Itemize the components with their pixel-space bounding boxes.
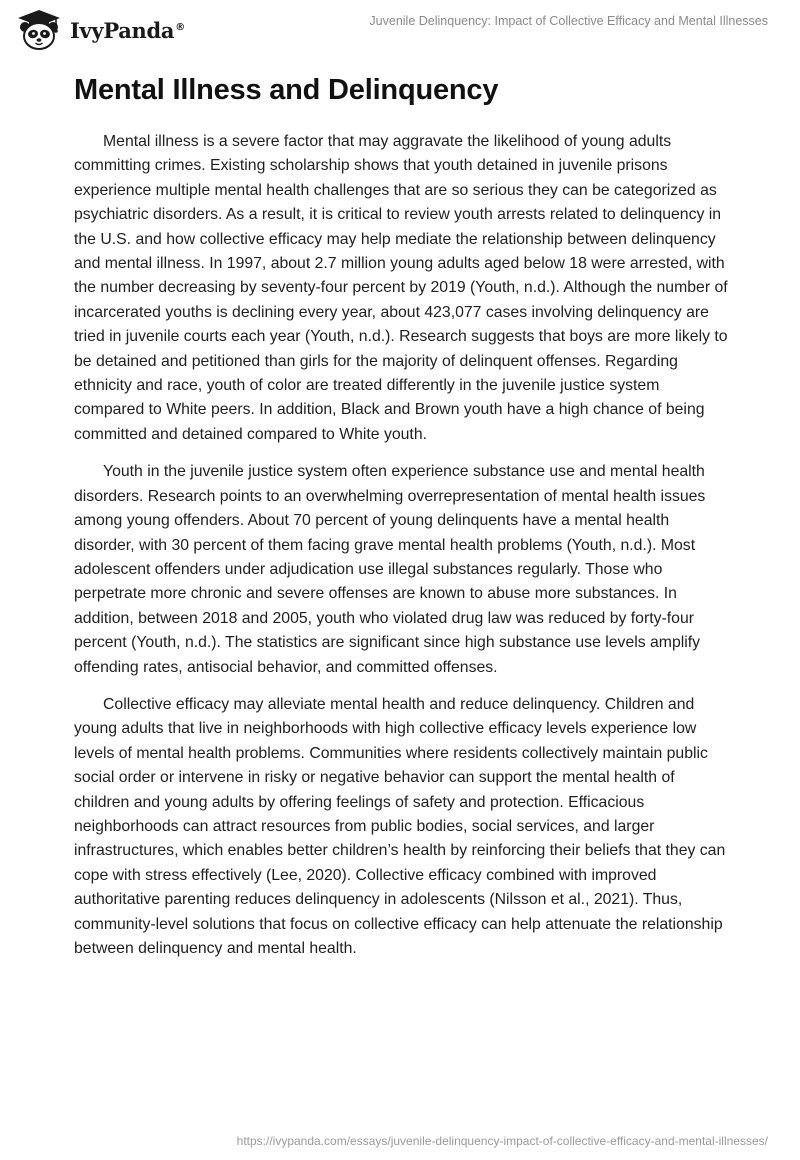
paragraph-3: Collective efficacy may alleviate mental health and reduce delinquency. Children and young adults that live in neighborhoods with high collective efficacy levels experience low levels of mental health problems. Communities where residents collectively maintain public social order or intervene in risky or negative behavior can support the mental health of children and young adults by offering feelings of safety and protection. Efficacious neighborhoods can attract resources from public bodies, social services, and larger infrastructures, which enables better children’s health by reinforcing their beliefs that they can cope with stress effectively (Lee, 2020). Collective efficacy combined with improved authoritative parenting reduces delinquency in adolescents (Nilsson et al., 2021). Thus, community-level solutions that focus on collective efficacy can help attenuate the relationship between delinquency and mental health. xyxy=(74,695,726,957)
paragraph-2: Youth in the juvenile justice system often experience substance use and mental health disorders. Research points to an overwhelming overrepresentation of mental health issues among young offenders. About 70 percent of young delinquents have a mental health disorder, with 30 percent of them facing grave mental health problems (Youth, n.d.). Most adolescent offenders under adjudication use illegal substances regularly. Those who perpetrate more chronic and severe offenses are known to abuse more substances. In addition, between 2018 and 2005, youth who violated drug law was reduced by forty-four percent (Youth, n.d.). The statistics are significant since high substance use levels amplify offending rates, antisocial behavior, and committed offenses. xyxy=(74,463,706,676)
ivypanda-logo[interactable] xyxy=(14,8,185,52)
section-heading: Mental Illness and Delinquency xyxy=(74,74,499,106)
logo-wordmark: IvyPanda® xyxy=(70,17,185,43)
registered-mark: ® xyxy=(175,21,185,33)
document-title: Juvenile Delinquency: Impact of Collective Efficacy and Mental Illnesses xyxy=(369,14,768,28)
source-url[interactable]: https://ivypanda.com/essays/juvenile-delinquency-impact-of-collective-efficacy-and-mental-illnesses/ xyxy=(236,1134,768,1148)
panda-graduate-icon xyxy=(14,8,64,52)
article-body xyxy=(74,130,728,974)
page-header xyxy=(0,0,800,60)
paragraph-1: Mental illness is a severe factor that may aggravate the likelihood of young adults committing crimes. Existing scholarship shows that youth detained in juvenile prisons experience multiple mental health challenges that are so serious they can be categorized as psychiatric disorders. As a result, it is critical to review youth arrests related to delinquency in the U.S. and how collective efficacy may help mediate the relationship between delinquency and mental illness. In 1997, about 2.7 million young adults aged below 18 were arrested, with the number decreasing by seventy-four percent by 2019 (Youth, n.d.). Although the number of incarcerated youths is declining every year, about 423,077 cases involving delinquency are tried in juvenile courts each year (Youth, n.d.). Research suggests that boys are more likely to be detained and petitioned than girls for the majority of delinquent offenses. Regarding ethnicity and race, youth of color are treated differently in the juvenile justice system compared to White peers. In addition, Black and Brown youth have a high chance of being committed and detained compared to White youth. xyxy=(74,133,728,443)
